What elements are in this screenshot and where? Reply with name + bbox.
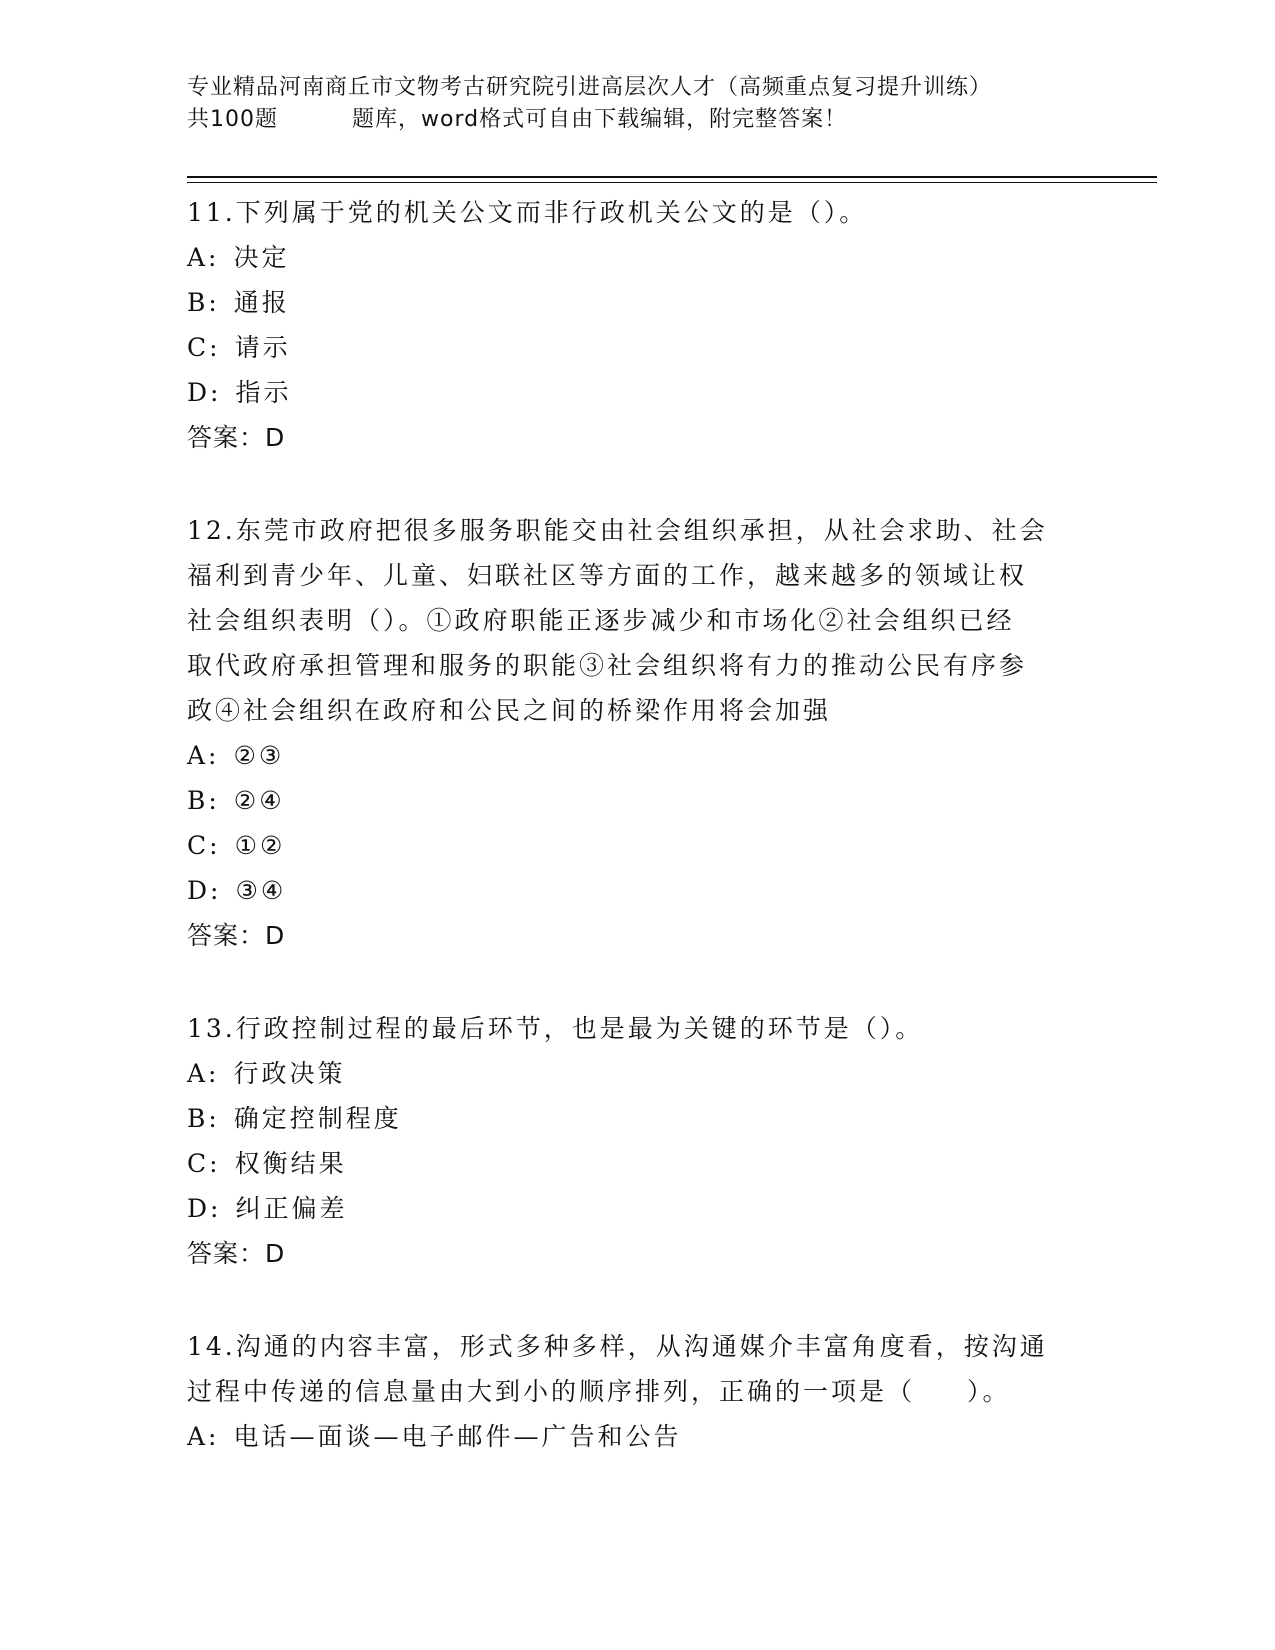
option-text: ②③: [233, 741, 285, 770]
option-text: ①②: [234, 831, 286, 860]
question-stem: [187, 1006, 1087, 1051]
option-key: B:: [187, 288, 220, 317]
option-b: [187, 280, 1087, 325]
question-number: 13.: [187, 1014, 236, 1043]
question-text: 下列属于党的机关公文而非行政机关公文的是（）。: [235, 198, 868, 227]
question-14: [187, 1324, 1087, 1459]
question-11: [187, 190, 1087, 460]
option-d: [187, 1186, 1087, 1231]
option-text: 纠正偏差: [235, 1194, 348, 1223]
option-a: [187, 733, 1087, 778]
answer-line: 答案：D: [187, 921, 286, 950]
option-b: [187, 778, 1087, 823]
option-text: ③④: [235, 876, 287, 905]
question-13: [187, 1006, 1087, 1276]
question-stem-line: 取代政府承担管理和服务的职能③社会组织将有力的推动公民有序参: [187, 651, 1028, 680]
option-key: D:: [187, 378, 222, 407]
question-12: [187, 508, 1087, 958]
option-key: C:: [187, 333, 221, 362]
option-text: 确定控制程度: [233, 1104, 402, 1133]
option-d: [187, 370, 1087, 415]
option-key: C:: [187, 1149, 221, 1178]
header-download-note: 题库，word格式可自由下载编辑，附完整答案！: [352, 107, 848, 132]
answer-line: 答案：D: [187, 1239, 286, 1268]
option-key: A:: [187, 741, 220, 770]
option-c: [187, 325, 1087, 370]
question-stem-line: 福利到青少年、儿童、妇联社区等方面的工作，越来越多的领域让权: [187, 561, 1028, 590]
option-key: A:: [187, 1422, 220, 1451]
option-text: 电话—面谈—电子邮件—广告和公告: [233, 1422, 682, 1451]
question-list: [187, 190, 1087, 1507]
question-stem-line: [187, 1369, 1087, 1414]
option-a: [187, 1051, 1087, 1096]
option-key: D:: [187, 876, 222, 905]
question-stem: [187, 190, 1087, 235]
option-text: 行政决策: [233, 1059, 346, 1088]
header-question-count: 共100题: [187, 107, 278, 132]
header-subtitle: [187, 104, 1117, 136]
header-title: 专业精品河南商丘市文物考古研究院引进高层次人才（高频重点复习提升训练）: [187, 75, 993, 100]
question-number: 14.: [187, 1332, 236, 1361]
option-key: D:: [187, 1194, 222, 1223]
option-key: B:: [187, 786, 220, 815]
option-c: [187, 823, 1087, 868]
option-key: C:: [187, 831, 221, 860]
option-text: ②④: [233, 786, 285, 815]
question-text: 东莞市政府把很多服务职能交由社会组织承担，从社会求助、社会: [235, 516, 1048, 545]
answer-line: 答案：D: [187, 423, 286, 452]
question-stem-line: [187, 1324, 1087, 1369]
question-number: 12.: [187, 516, 236, 545]
option-d: [187, 868, 1087, 913]
option-text: 权衡结果: [234, 1149, 347, 1178]
option-key: A:: [187, 1059, 220, 1088]
question-stem-line: [187, 508, 1087, 553]
option-c: [187, 1141, 1087, 1186]
option-a: [187, 1414, 1087, 1459]
question-stem-line: 政④社会组织在政府和公民之间的桥梁作用将会加强: [187, 696, 832, 725]
header-divider: [187, 176, 1157, 183]
option-a: [187, 235, 1087, 280]
question-text: 沟通的内容丰富，形式多种多样，从沟通媒介丰富角度看，按沟通: [235, 1332, 1048, 1361]
question-number: 11.: [187, 198, 236, 227]
option-b: [187, 1096, 1087, 1141]
option-key: B:: [187, 1104, 220, 1133]
option-text: 请示: [234, 333, 291, 362]
option-text: 通报: [233, 288, 290, 317]
question-text: 行政控制过程的最后环节，也是最为关键的环节是（）。: [235, 1014, 924, 1043]
option-text: 指示: [235, 378, 292, 407]
document-header: [187, 72, 1117, 136]
question-stem-line: 社会组织表明（）。①政府职能正逐步减少和市场化②社会组织已经: [187, 606, 1015, 635]
question-text: 过程中传递的信息量由大到小的顺序排列，正确的一项是（: [187, 1377, 916, 1406]
option-text: 决定: [233, 243, 290, 272]
question-text: ）。: [967, 1377, 1011, 1406]
option-key: A:: [187, 243, 220, 272]
